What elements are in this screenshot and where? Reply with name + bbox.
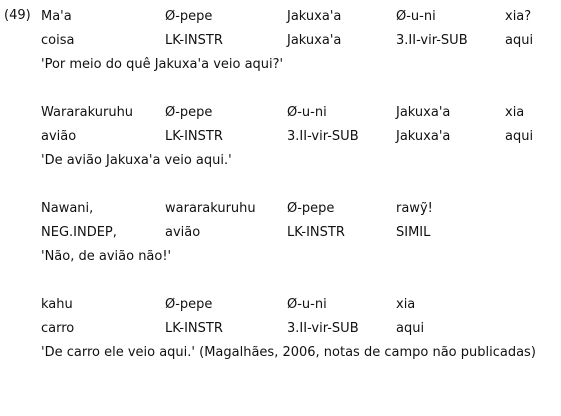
gloss: carro [41,321,75,336]
translation-line: 'Não, de avião não!' [41,249,172,264]
gloss-line [41,320,556,344]
example-block-4 [41,296,556,368]
word: kahu [41,297,73,312]
word: Ø-pepe [165,9,213,24]
word: Ø-pepe [287,201,335,216]
word: wararakuruhu [165,201,256,216]
gloss: aqui [505,33,534,48]
gloss: LK-INSTR [165,129,223,144]
gloss: avião [41,129,77,144]
gloss: SIMIL [396,225,431,240]
example-number: (49) [4,8,31,23]
gloss: 3.II-vir-SUB [287,321,359,336]
word: Ø-pepe [165,105,213,120]
word: Ø-pepe [165,297,213,312]
word: xia [396,297,416,312]
example-block-2 [41,104,556,176]
gloss-line [41,224,556,248]
word: Ø-u-ni [287,105,327,120]
gloss: LK-INSTR [287,225,345,240]
word: Wararakuruhu [41,105,134,120]
example-block-1 [41,8,556,80]
gloss: Jakuxa'a [396,129,451,144]
word: Nawani, [41,201,94,216]
word: xia [505,105,525,120]
gloss: avião [165,225,201,240]
translation-line: 'De carro ele veio aqui.' (Magalhães, 2006, notas de campo não publicadas) [41,345,536,360]
word: Ø-u-ni [287,297,327,312]
word-line [41,104,556,128]
gloss: LK-INSTR [165,33,223,48]
word: Jakuxa'a [396,105,451,120]
word-line [41,200,556,224]
gloss-line [41,32,556,56]
word: Ma'a [41,9,72,24]
word: rawỹ! [396,201,433,216]
gloss: aqui [396,321,425,336]
example-block-3 [41,200,556,272]
translation-line: 'De avião Jakuxa'a veio aqui.' [41,153,232,168]
gloss-line [41,128,556,152]
gloss: 3.II-vir-SUB [287,129,359,144]
gloss: NEG.INDEP, [41,225,117,240]
word: Jakuxa'a [287,9,342,24]
word: xia? [505,9,532,24]
gloss: aqui [505,129,534,144]
gloss: 3.II-vir-SUB [396,33,468,48]
translation-line: 'Por meio do quê Jakuxa'a veio aqui?' [41,57,284,72]
gloss: Jakuxa'a [287,33,342,48]
word: Ø-u-ni [396,9,436,24]
word-line [41,296,556,320]
gloss: LK-INSTR [165,321,223,336]
word-line [41,8,556,32]
gloss: coisa [41,33,75,48]
